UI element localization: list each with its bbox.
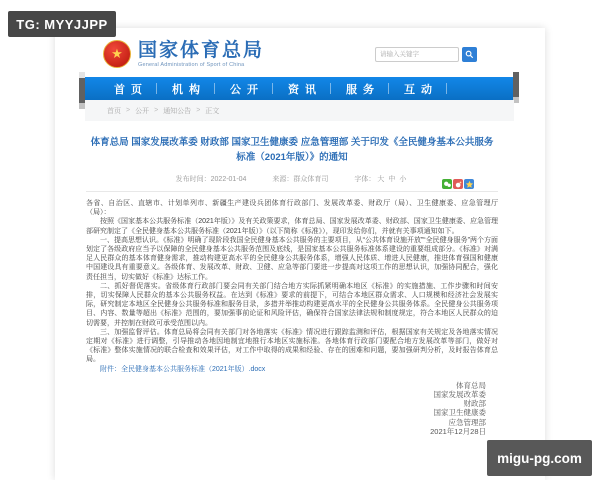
article-source: 来源：群众体育司	[272, 176, 329, 183]
site-title-block	[138, 41, 264, 68]
article-meta	[86, 174, 498, 184]
breadcrumb-item-2[interactable]: 公开	[135, 107, 150, 115]
breadcrumb-separator: >	[126, 107, 131, 114]
site-logo[interactable]	[103, 40, 264, 68]
site-header	[55, 28, 545, 77]
breadcrumb-item-3[interactable]: 通知公告	[163, 107, 192, 115]
article-title: 体育总局 国家发展改革委 财政部 国家卫生健康委 应急管理部 关于印发《全民健身基本公共服务标准（2021年版）》的通知	[90, 137, 494, 163]
font-size-option-2[interactable]: 中	[388, 176, 396, 183]
font-size-option-3[interactable]: 小	[399, 176, 407, 183]
search-input[interactable]	[375, 47, 459, 62]
font-size-option-1[interactable]: 大	[377, 176, 385, 183]
main-nav	[85, 77, 514, 100]
wechat-share-button[interactable]	[442, 179, 452, 189]
weibo-share-icon	[454, 180, 463, 189]
weibo-share-button[interactable]	[453, 179, 463, 189]
article-paragraph-1: 各省、自治区、直辖市、计划单列市、新疆生产建设兵团体育行政部门、发展改革委、财政厅（局）、卫生健康委、应急管理厅（局）：	[86, 200, 498, 217]
page-card	[55, 28, 545, 480]
signature-line-6: 2021年12月28日	[430, 426, 486, 436]
article-paragraph-2: 按照《国家基本公共服务标准（2021年版）》及有关政策要求，体育总局、国家发展改革委、财政部、国家卫生健康委、应急管理部研究制定了《全民健身基本公共服务标准（2021年版）》（以下简称《标准》），现印发给你们，并就有关事项通知如下。	[86, 218, 498, 235]
signature-line-1: 体育总局	[456, 380, 486, 390]
signature-line-2: 国家发展改革委	[433, 390, 486, 400]
search-bar	[375, 47, 477, 62]
qzone-share-button[interactable]	[464, 179, 474, 189]
qzone-share-icon	[465, 180, 474, 189]
breadcrumb-item-4: 正文	[205, 107, 220, 115]
national-emblem-icon: ★	[103, 40, 131, 68]
article-paragraph-3: 一、提高思想认识。《标准》明确了现阶段我国全民健身基本公共服务的主要项目，从“公共体育设施开放”“全民健身服务”两个方面划定了各级政府应当予以保障的全民健身基本公共服务范围及底线，是国家基本公共服务标准体系建设的重要组成部分。《标准》对满足人民群众的基本体育健身需求，推动构建更高水平的全民健身公共服务体系，增强人民体质、增进人民健康，推进体育强国和健康中国建设具有重要意义。各级体育、发展改革、财政、卫健、应急等部门要进一步提高对这项工作的思想认识，加强协同配合，强化责任担当，切实做好《标准》达标工作。	[86, 236, 498, 281]
wechat-share-icon	[443, 180, 452, 189]
signature-line-4: 国家卫生健康委	[433, 408, 486, 418]
article-paragraph-4: 二、抓好督促落实。省级体育行政部门要会同有关部门结合地方实际抓紧明确本地区《标准》的实施措施、工作步骤和时间安排，切实保障人民群众的基本公共服务权益。在达到《标准》要求的前提下，可结合本地区群众需求、人口规模和经济社会发展实际，研究制定本地区全民健身公共服务标准和服务目录，多措并举推动构建更高水平的全民健身公共服务体系。全民健身公共服务项目、内容、数量等超出《标准》范围的，要加强事前论证和风险评估，确保符合国家法律法规和制度规定，符合本地区人民群众的迫切需要，并控制在财政可承受范围以内。	[86, 282, 498, 327]
search-icon	[465, 50, 474, 59]
nav-item-2[interactable]: 机构	[157, 77, 215, 100]
scrollbar-artifact-right	[513, 72, 519, 103]
site-name-english: General Administration of Sport of China	[138, 61, 245, 68]
share-buttons	[441, 179, 474, 189]
meta-divider	[86, 191, 498, 192]
site-name: 国家体育总局	[138, 39, 265, 61]
article-paragraph-5: 三、加强监督评估。体育总局将会同有关部门对各地落实《标准》情况进行跟踪监测和评估，根据国家有关规定及各地落实情况定期对《标准》进行调整，引导推动各地因地制宜地推行本地区实施标准。各地体育行政部门要配合地方发展改革等部门，做好对《标准》整体实施情况的联合检查和效果评估，对工作中取得的成果和经验、存在的困难和问题，要加强研判分析，及时报告体育总局。	[86, 328, 498, 364]
nav-item-6[interactable]: 互动	[389, 77, 447, 100]
attachment-link[interactable]: 附件：全民健身基本公共服务标准（2021年版）.docx	[100, 365, 266, 373]
article-body	[86, 199, 498, 374]
watermark-top-left: TG: MYYJJPP	[8, 11, 116, 37]
breadcrumb-item-1[interactable]: 首页	[107, 107, 121, 115]
font-size-switcher: 字体： 大 中 小	[354, 176, 407, 183]
breadcrumb-separator: >	[196, 107, 201, 114]
breadcrumb-separator: >	[154, 107, 159, 114]
signature-block	[86, 381, 498, 436]
publish-time: 发布时间：2022-01-04	[175, 176, 247, 183]
nav-item-4[interactable]: 资讯	[273, 77, 331, 100]
signature-line-5: 应急管理部	[448, 417, 486, 427]
nav-item-3[interactable]: 公开	[215, 77, 273, 100]
search-button[interactable]	[462, 47, 477, 62]
signature-line-3: 财政部	[463, 399, 486, 409]
watermark-bottom-right: migu-pg.com	[487, 440, 592, 476]
nav-item-5[interactable]: 服务	[331, 77, 389, 100]
nav-item-1[interactable]: 首页	[99, 77, 157, 100]
article	[86, 121, 498, 436]
breadcrumb	[85, 100, 514, 121]
